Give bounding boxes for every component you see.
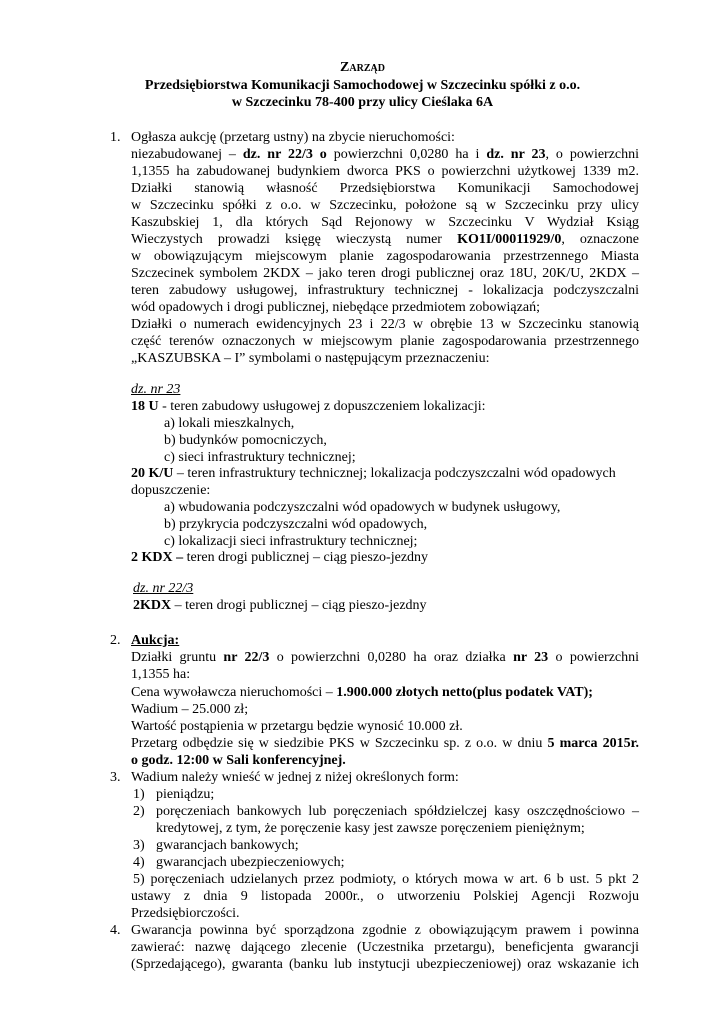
s3-item-number: 4) xyxy=(133,855,145,870)
s1-line-9: Szczecinek symbolem 2KDX – jako teren drogi publicznej oraz 18U, 20K/U, 2KDX – xyxy=(131,266,639,281)
section-1-number: 1. xyxy=(110,130,121,145)
s4-line-3: (Sprzedającego), gwaranta (banku lub instytucji ubezpieczeniowej) oraz wskazanie ich xyxy=(131,957,639,972)
s3-item-text: gwarancjach bankowych; xyxy=(156,838,299,853)
s2-price-line: Cena wywoławcza nieruchomości – 1.900.000 złotych netto(plus podatek VAT); xyxy=(131,685,593,700)
kdx-line: 2 KDX – teren drogi publicznej – ciąg pieszo-jezdny xyxy=(131,550,429,565)
k20-item: a) wbudowania podczyszczalni wód opadowych w budynek usługowy, xyxy=(164,500,561,515)
dz223-heading: dz. nr 22/3 xyxy=(133,581,194,596)
s3-item-text: pieniądzu; xyxy=(156,787,215,802)
s3-item-text: gwarancjach ubezpieczeniowych; xyxy=(156,855,345,870)
header-company: Przedsiębiorstwa Komunikacji Samochodowej w Szczecinku spółki z o.o. xyxy=(144,78,581,93)
s1-line-2: niezabudowanej – dz. nr 22/3 o powierzchni 0,0280 ha i dz. nr 23, o powierzchni xyxy=(131,147,640,162)
s3-item-number: 2) xyxy=(133,804,145,819)
s3-line-1: Wadium należy wnieść w jednej z niżej określonych form: xyxy=(131,770,459,785)
section-2-number: 2. xyxy=(110,633,121,648)
u18-line: 18 U - teren zabudowy usługowej z dopuszczeniem lokalizacji: xyxy=(131,399,486,414)
s3-item-5-line-1: 5) poręczeniach udzielanych przez podmioty, o których mowa w art. 6 b ust. 5 pkt 2 xyxy=(133,872,639,887)
s1-line-5: w Szczecinku spółki z o.o. w Szczecinku, położone są w Szczecinku przy ulicy xyxy=(131,198,639,213)
section-3-number: 3. xyxy=(110,770,121,785)
s3-item-text: poręczeniach bankowych lub poręczeniach spółdzielczej kasy oszczędnościowo – xyxy=(156,804,639,819)
k20-item: b) przykrycia podczyszczalni wód opadowych, xyxy=(164,517,428,532)
s2-step-line: Wartość postąpienia w przetargu będzie wynosić 10.000 zł. xyxy=(131,719,463,734)
s4-line-2: zawierać: nazwę dającego zlecenie (Uczestnika przetargu), beneficjenta gwarancji xyxy=(131,940,639,955)
s3-item-text: kredytowej, z tym, że poręczenie kasy jest zawsze poręczeniem pieniężnym; xyxy=(156,821,585,836)
k20-line: 20 K/U – teren infrastruktury technicznej; lokalizacja podczyszczalni wód opadowych xyxy=(131,466,616,481)
s3-item-5-line-3: Przedsiębiorczości. xyxy=(131,906,240,921)
s2-wadium-line: Wadium – 25.000 zł; xyxy=(131,702,249,717)
s1-line-4: Działki stanowią własność Przedsiębiorstwa Komunikacji Samochodowej xyxy=(131,181,639,196)
k20-item: c) lokalizacji sieci infrastruktury technicznej; xyxy=(164,534,418,549)
s1-line-12: Działki o numerach ewidencyjnych 23 i 22/3 w obrębie 13 w Szczecinku stanowią xyxy=(131,317,639,332)
s1-line-6: Kaszubskiej 1, dla których Sąd Rejonowy w Szczecinku V Wydział Ksiąg xyxy=(131,215,639,230)
s1-line-8: w obowiązującym miejscowym planie zagospodarowania przestrzennego Miasta xyxy=(131,249,639,264)
s1-line-14: „KASZUBSKA – I” symbolami o następującym przeznaczeniu: xyxy=(131,351,490,366)
s1-line-3: 1,1355 ha zabudowanej budynkiem dworca PKS o powierzchni użytkowej 1339 m2. xyxy=(131,164,639,179)
s3-item-number: 3) xyxy=(133,838,145,853)
s1-line-13: część terenów oznaczonych w miejscowym planie zagospodarowania przestrzennego xyxy=(131,334,639,349)
u18-item: c) sieci infrastruktury technicznej; xyxy=(164,450,356,465)
section-4-number: 4. xyxy=(110,923,121,938)
s2-title: Aukcja: xyxy=(131,633,180,648)
s1-line-11: wód opadowych i drogi publicznej, niebędące przedmiotem zobowiązań; xyxy=(131,300,540,315)
k20-line-2: dopuszczenie: xyxy=(131,483,211,498)
dz23-heading: dz. nr 23 xyxy=(131,382,181,397)
u18-item: b) budynków pomocniczych, xyxy=(164,433,327,448)
s3-item-number: 1) xyxy=(133,787,145,802)
s3-item-5-line-2: ustawy z dnia 9 listopada 2000r., o utworzeniu Polskiej Agencji Rozwoju xyxy=(131,889,639,904)
s1-line-10: teren zabudowy usługowej, infrastruktury technicznej - lokalizacja podczyszczalni xyxy=(131,283,639,298)
header-address: w Szczecinku 78-400 przy ulicy Cieślaka 6A xyxy=(231,95,494,110)
s1-line-7: Wieczystych prowadzi księgę wieczystą numer KO1I/00011929/0, oznaczone xyxy=(131,232,639,247)
s2-time-line: o godz. 12:00 w Sali konferencyjnej. xyxy=(131,753,346,768)
s4-line-1: Gwarancja powinna być sporządzona zgodnie z obowiązującym prawem i powinna xyxy=(131,923,639,938)
header-title: Zarząd xyxy=(340,60,385,75)
dz223-kdx-line: 2KDX – teren drogi publicznej – ciąg pieszo-jezdny xyxy=(133,598,427,613)
s2-date-line: Przetarg odbędzie się w siedzibie PKS w Szczecinku sp. z o.o. w dniu 5 marca 2015r. xyxy=(131,736,640,751)
s2-line-1: Działki gruntu nr 22/3 o powierzchni 0,0280 ha oraz działka nr 23 o powierzchni xyxy=(131,650,640,665)
u18-item: a) lokali mieszkalnych, xyxy=(164,416,295,431)
s1-line-1: Ogłasza aukcję (przetarg ustny) na zbycie nieruchomości: xyxy=(131,130,455,145)
s2-line-2: 1,1355 ha: xyxy=(131,667,191,682)
